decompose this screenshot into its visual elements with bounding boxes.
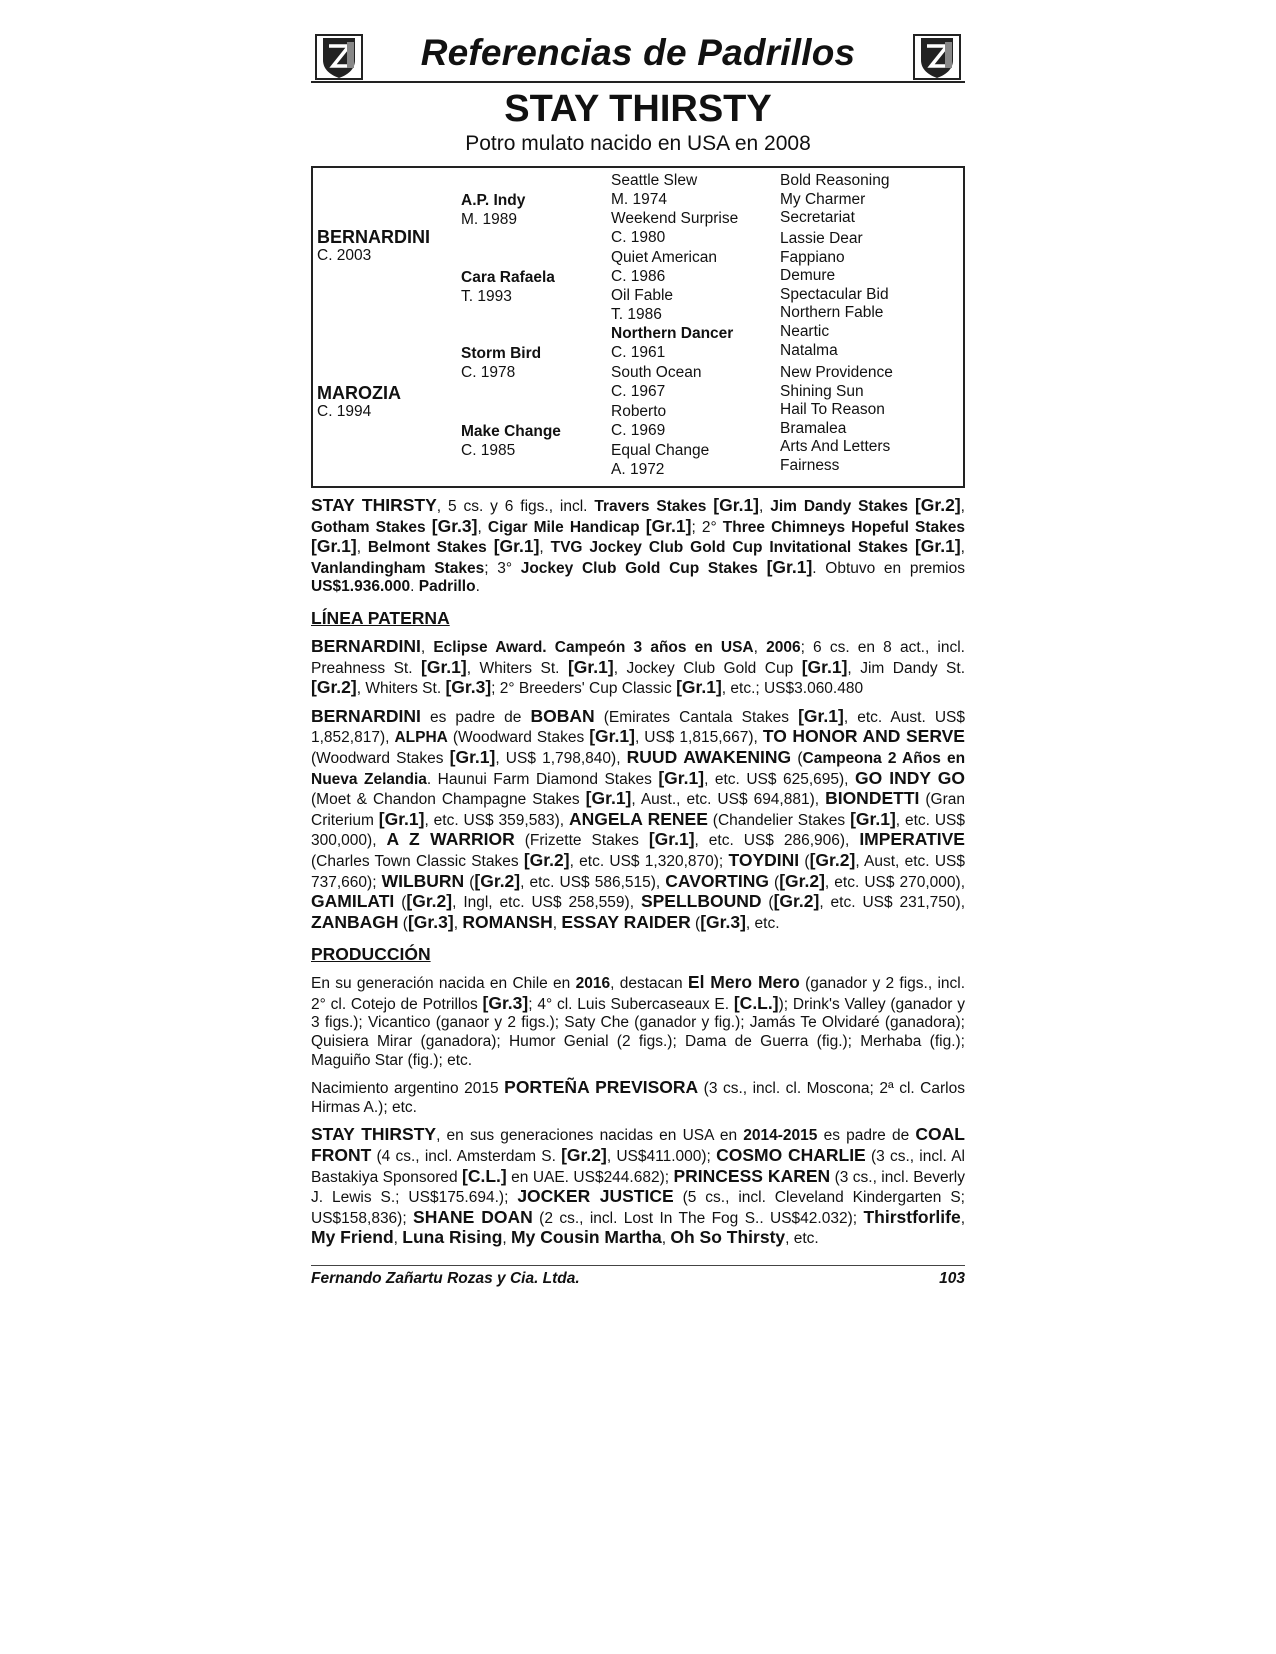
horse-name: COSMO CHARLIE	[716, 1145, 866, 1166]
horse-name: ROMANSH	[462, 911, 553, 932]
grade-label: [Gr.1]	[676, 677, 722, 698]
year: 2014-2015	[743, 1127, 818, 1145]
text: ; 6 cs. en 8 act., incl. Preahness St.	[311, 638, 965, 677]
horse-name: Neartic	[780, 322, 830, 340]
grade-label: [Gr.3]	[700, 911, 746, 932]
grade-label: [Gr.2]	[474, 870, 521, 891]
year: 2006	[766, 638, 801, 656]
text: (	[761, 894, 774, 912]
horse-name: RUUD AWAKENING	[626, 746, 792, 767]
horse-name: BERNARDINI	[311, 705, 421, 726]
grade-label: [Gr.1]	[567, 656, 614, 677]
document-page	[311, 30, 965, 1294]
horse-name: IMPERATIVE	[859, 829, 965, 850]
text: , etc.; US$3.060.480	[721, 680, 864, 698]
text: (4 cs., incl. Amsterdam S.	[371, 1148, 562, 1166]
horse-name: Oh So Thirsty	[670, 1227, 786, 1248]
race-name: Three Chimneys Hopeful Stakes	[722, 518, 966, 536]
text: (	[791, 749, 803, 767]
grade-label: [Gr.3]	[431, 515, 478, 536]
horse-name: BOBAN	[530, 705, 595, 726]
race-name: Vanlandingham Stakes	[311, 559, 485, 577]
pedigree-gen4	[780, 230, 889, 360]
horse-name: Bold Reasoning	[780, 172, 890, 189]
grade-label: [C.L.]	[733, 992, 779, 1013]
footer-company: Fernando Zañartu Rozas y Cia. Ltda.	[311, 1270, 580, 1287]
header-title: Referencias de Padrillos	[420, 32, 856, 73]
pedigree-gen4	[780, 172, 889, 228]
horse-name: TO HONOR AND SERVE	[762, 726, 965, 747]
pedigree-gen3	[611, 325, 733, 362]
dam-name: MAROZIA	[317, 383, 401, 403]
text: (3 cs., incl. Beverly J. Lewis S.; US$175.694.);	[311, 1168, 965, 1207]
text: , etc.	[745, 914, 780, 932]
grade-label: [Gr.2]	[523, 849, 570, 870]
horse-name: Fappiano	[780, 248, 845, 266]
grade-label: [Gr.1]	[449, 746, 496, 767]
text: .	[410, 578, 419, 596]
page-number: 103	[939, 1270, 965, 1287]
grade-label: [Gr.1]	[648, 829, 695, 850]
sire-record	[311, 637, 965, 699]
grade-label: [Gr.1]	[713, 495, 760, 515]
sire-offspring	[311, 707, 965, 934]
dam-info: C. 1994	[317, 402, 372, 420]
horse-name: Bramalea	[780, 419, 847, 437]
grade-label: [Gr.1]	[585, 788, 632, 809]
horse-info: C. 1978	[461, 363, 516, 381]
horse-name: New Providence	[780, 364, 893, 381]
horse-name: GAMILATI	[311, 891, 395, 912]
text: (	[394, 894, 407, 912]
text: . Haunui Farm Diamond Stakes	[426, 770, 659, 788]
text: , etc. US$ 270,000),	[824, 873, 966, 891]
horse-name: Oil Fable	[611, 287, 674, 304]
text: En su generación nacida en Chile en	[311, 975, 576, 993]
text: , etc. US$ 625,695),	[704, 770, 855, 788]
grade-label: [Gr.2]	[914, 495, 961, 515]
horse-name: El Mero Mero	[687, 972, 800, 993]
grade-label: [Gr.2]	[809, 849, 856, 870]
horse-name: Spectacular Bid	[780, 285, 889, 303]
pedigree-gen3	[611, 210, 738, 247]
text: .	[475, 578, 480, 596]
horse-name: PRINCESS KAREN	[673, 1165, 831, 1186]
text: ,	[356, 539, 368, 557]
horse-info: T. 1993	[461, 287, 512, 305]
text: , US$ 1,798,840),	[495, 749, 627, 767]
text: (ganador y 2 figs., incl. 2° cl. Cotejo de Potrillos	[311, 975, 966, 1013]
horse-name: ALPHA	[394, 729, 448, 747]
race-name: TVG Jockey Club Gold Cup Invitational Stakes	[550, 539, 909, 557]
horse-name: ESSAY RAIDER	[561, 911, 691, 932]
horse-info: C. 1985	[461, 441, 516, 459]
grade-label: [Gr.1]	[914, 536, 961, 557]
status: Padrillo	[418, 578, 476, 596]
text: , etc. US$ 286,906),	[694, 832, 860, 850]
race-name: Jim Dandy Stakes	[770, 498, 909, 515]
text: ,	[477, 518, 488, 536]
horse-name: My Charmer	[780, 190, 866, 208]
text: , etc. US$ 300,000),	[311, 811, 965, 850]
horse-name: My Friend	[311, 1227, 394, 1248]
section-heading-produccion: PRODUCCIÓN	[311, 944, 431, 965]
horse-name: STAY THIRSTY	[504, 88, 772, 130]
pedigree-gen2	[461, 269, 555, 306]
grade-label: [Gr.1]	[378, 808, 425, 829]
race-name: Jockey Club Gold Cup Stakes	[520, 559, 758, 577]
text: ,	[502, 1230, 512, 1248]
text: ,	[759, 498, 771, 515]
pedigree-gen3	[611, 172, 697, 209]
grade-label: [Gr.1]	[589, 726, 635, 747]
horse-name: Natalma	[780, 341, 838, 359]
text: es padre de	[420, 708, 531, 726]
text: ,	[753, 638, 767, 656]
horse-name: Cara Rafaela	[461, 269, 555, 286]
horse-name: Secretariat	[780, 209, 855, 227]
horse-name: Lassie Dear	[780, 230, 863, 247]
horse-info: C. 1967	[611, 382, 666, 400]
text: , etc. Aust. US$ 1,852,817),	[311, 708, 965, 747]
text: (3 cs., incl. Al Bastakiya Sponsored	[311, 1148, 965, 1186]
pedigree-gen3	[611, 364, 701, 401]
production-argentina	[311, 1078, 965, 1117]
text: (Moet & Chandon Champagne Stakes	[311, 791, 586, 809]
pedigree-gen2	[461, 423, 561, 460]
horse-info: T. 1986	[611, 305, 662, 323]
text: , etc. US$ 231,750),	[819, 894, 966, 912]
horse-name: Seattle Slew	[611, 172, 698, 189]
pedigree-gen3	[611, 442, 709, 479]
grade-label: [Gr.2]	[773, 891, 820, 912]
horse-name: Make Change	[461, 423, 561, 440]
text: , en sus generaciones nacidas en USA en	[436, 1127, 744, 1145]
text: ; 3°	[484, 559, 521, 577]
text: (	[464, 873, 475, 891]
pedigree-gen2	[461, 192, 525, 229]
race-name: Gotham Stakes	[311, 518, 426, 536]
text: , Jockey Club Gold Cup	[613, 659, 802, 677]
horse-name: Roberto	[611, 403, 667, 420]
horse-name: PORTEÑA PREVISORA	[504, 1077, 699, 1098]
horse-name: GO INDY GO	[854, 767, 965, 788]
horse-name: Shining Sun	[780, 382, 864, 400]
horse-info: C. 1961	[611, 343, 666, 361]
sire-name: BERNARDINI	[317, 227, 431, 247]
grade-label: [Gr.1]	[493, 536, 540, 557]
horse-name: Hail To Reason	[780, 401, 885, 419]
text: , US$ 1,815,667),	[634, 729, 763, 747]
grade-label: [Gr.3]	[445, 677, 492, 698]
grade-label: [Gr.3]	[407, 911, 454, 932]
horse-info: C. 1986	[611, 267, 666, 285]
production-chile	[311, 973, 965, 1070]
text: (Woodward Stakes	[311, 749, 450, 767]
horse-name: BERNARDINI	[311, 635, 421, 656]
text: , destacan	[610, 975, 688, 993]
text: (Gran Criterium	[311, 791, 965, 829]
section-heading-linea-paterna: LÍNEA PATERNA	[311, 607, 450, 628]
text: (Chandelier Stakes	[707, 811, 851, 829]
text: ,	[453, 914, 463, 932]
text: ,	[552, 914, 562, 932]
pedigree-gen3	[611, 287, 673, 324]
horse-name: BIONDETTI	[825, 788, 920, 809]
horse-name: South Ocean	[611, 364, 702, 381]
horse-name: CAVORTING	[665, 870, 769, 891]
horse-info: M. 1989	[461, 210, 518, 228]
header-divider	[311, 81, 965, 83]
text: , etc.	[785, 1230, 819, 1248]
text: ,	[960, 539, 965, 557]
horse-name: Storm Bird	[461, 345, 542, 362]
horse-name: WILBURN	[381, 870, 465, 891]
text: , Jim Dandy St.	[847, 659, 966, 677]
racing-record	[311, 496, 965, 597]
horse-name: Arts And Letters	[780, 438, 891, 456]
horse-name: Northern Fable	[780, 304, 884, 322]
text: (Charles Town Classic Stakes	[311, 852, 524, 870]
grade-label: [Gr.2]	[406, 891, 453, 912]
text: Nacimiento argentino 2015	[311, 1080, 505, 1098]
grade-label: [Gr.1]	[766, 556, 813, 577]
text: ; 2°	[691, 518, 723, 536]
horse-info: A. 1972	[611, 460, 665, 478]
horse-name: A.P. Indy	[461, 192, 526, 209]
footer-divider	[311, 1265, 965, 1266]
race-name: Travers Stakes	[594, 498, 707, 515]
text: (	[398, 914, 408, 932]
text: , Aust., etc. US$ 694,881),	[631, 791, 826, 809]
pedigree-sire	[317, 228, 430, 265]
horse-description: Potro mulato nacido en USA en 2008	[465, 132, 811, 155]
horse-name: ZANBAGH	[311, 911, 399, 932]
horse-info: C. 1969	[611, 421, 666, 439]
text: (5 cs., incl. Cleveland Kindergarten S; US$158,836);	[311, 1189, 965, 1227]
grade-label: [Gr.1]	[850, 808, 896, 829]
text: ; 4° cl. Luis Subercaseaux E.	[528, 995, 734, 1013]
grade-label: [Gr.1]	[311, 536, 357, 557]
horse-name: My Cousin Martha	[511, 1227, 662, 1248]
brand-logo	[913, 34, 961, 80]
text: (Frizette Stakes	[514, 832, 649, 850]
text: (2 cs., incl. Lost In The Fog S.. US$42.032);	[532, 1209, 864, 1227]
text: (	[799, 852, 810, 870]
pedigree-table	[311, 166, 965, 488]
text: (	[690, 914, 701, 932]
grade-label: [Gr.3]	[482, 992, 529, 1013]
page-footer	[311, 1270, 965, 1294]
production-usa	[311, 1125, 965, 1249]
text: ,	[539, 539, 551, 557]
horse-name: Fairness	[780, 456, 840, 474]
horse-name: Equal Change	[611, 442, 710, 459]
text: , etc. US$ 359,583),	[424, 811, 569, 829]
horse-name: Quiet American	[611, 249, 717, 266]
page-header	[311, 30, 965, 82]
text: , 5 cs. y 6 figs., incl.	[436, 498, 595, 515]
text: ,	[420, 638, 434, 656]
grade-label: [C.L.]	[462, 1165, 507, 1186]
year: 2016	[575, 975, 611, 993]
horse-name: Demure	[780, 267, 836, 285]
horse-name: Northern Dancer	[611, 325, 734, 342]
text: (	[768, 873, 780, 891]
horse-name: A Z WARRIOR	[386, 829, 515, 850]
text: , etc. US$ 1,320,870);	[569, 852, 729, 870]
text: , US$411.000);	[606, 1148, 717, 1166]
grade-label: [Gr.1]	[798, 705, 844, 726]
pedigree-gen3	[611, 249, 717, 286]
horse-name: SPELLBOUND	[640, 891, 762, 912]
pedigree-dam	[317, 384, 401, 421]
text: , Whiters St.	[466, 659, 568, 677]
horse-name: SHANE DOAN	[413, 1206, 533, 1227]
grade-label: [Gr.2]	[311, 677, 357, 698]
text: es padre de	[817, 1127, 916, 1145]
text: (Emirates Cantala Stakes	[594, 708, 799, 726]
grade-label: [Gr.2]	[779, 870, 825, 891]
grade-label: [Gr.2]	[561, 1145, 607, 1166]
pedigree-gen2	[461, 345, 541, 382]
horse-name: STAY THIRSTY	[311, 495, 437, 515]
text: , Ingl, etc. US$ 258,559),	[452, 894, 641, 912]
text: . Obtuvo en premios	[812, 559, 965, 577]
grade-label: [Gr.1]	[801, 656, 848, 677]
text: , Aust, etc. US$ 737,660);	[311, 852, 966, 891]
horse-name: COAL FRONT	[311, 1124, 965, 1166]
horse-name: ANGELA RENEE	[568, 808, 708, 829]
horse-name: STAY THIRSTY	[311, 1124, 437, 1145]
text: , etc. US$ 586,515),	[520, 873, 666, 891]
award: Eclipse Award. Campeón 3 años en USA	[433, 638, 754, 656]
horse-name: Weekend Surprise	[611, 210, 739, 227]
award: Campeona 2 Años en Nueva Zelandia	[311, 749, 966, 788]
horse-name: Thirstforlife	[863, 1206, 961, 1227]
horse-info: C. 1980	[611, 228, 666, 246]
sire-info: C. 2003	[317, 246, 372, 264]
grade-label: [Gr.1]	[645, 515, 692, 536]
grade-label: [Gr.1]	[658, 767, 705, 788]
text: ,	[960, 1209, 965, 1227]
horse-name: TOYDINI	[728, 849, 800, 870]
horse-info: M. 1974	[611, 190, 668, 208]
race-name: Belmont Stakes	[367, 539, 487, 557]
grade-label: [Gr.1]	[421, 656, 467, 677]
race-name: Cigar Mile Handicap	[487, 518, 640, 536]
horse-name: JOCKER JUSTICE	[517, 1186, 674, 1207]
pedigree-gen3	[611, 403, 666, 440]
text: en UAE. US$244.682);	[506, 1168, 674, 1186]
text: ,	[661, 1230, 671, 1248]
horse-name: Luna Rising	[402, 1227, 503, 1248]
text: (Woodward Stakes	[447, 729, 590, 747]
text: ,	[960, 498, 965, 515]
text: (3 cs., incl. cl. Moscona; 2ª cl. Carlos Hirmas A.); etc.	[311, 1080, 965, 1116]
text: ,	[393, 1230, 403, 1248]
text: ); Drink's Valley (ganador y 3 figs.); Vicantico (ganaor y 2 figs.); Saty Che (ganador y fig.); Jamás Te Olvidaré (ganadora); Quisiera Mirar (ganadora); Humor Genial (2 figs.); Dama de Guerra (fig.); Merhaba (fig.); Maguiño Star (fig.); etc.	[311, 995, 965, 1069]
text: , Whiters St.	[356, 680, 446, 698]
text: ; 2° Breeders' Cup Classic	[491, 680, 677, 698]
pedigree-gen4	[780, 364, 893, 476]
earnings: US$1.936.000	[311, 578, 411, 596]
